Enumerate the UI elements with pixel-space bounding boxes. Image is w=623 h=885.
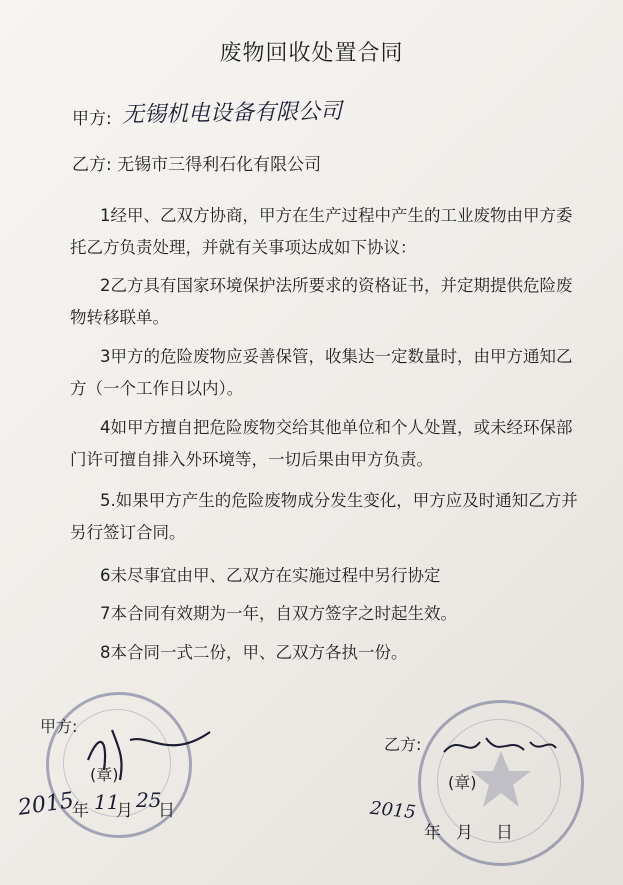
clause-6 [70, 560, 583, 592]
sign-b-month: 月 [456, 823, 473, 843]
clause-8-text: 8本合同一式二份，甲、乙双方各执一份。 [100, 643, 408, 662]
clause-4 [70, 412, 583, 476]
party-b-line [72, 150, 321, 175]
party-b-label: 乙方: [72, 155, 112, 175]
sign-a-hand-month: 11 [94, 790, 120, 814]
clause-5-text: 5.如果甲方产生的危险废物成分发生变化，甲方应及时通知乙方并另行签订合同。 [70, 491, 578, 542]
clause-3 [70, 341, 583, 405]
sign-a-seal-text: (章) [90, 765, 119, 784]
clause-5 [70, 485, 583, 549]
sign-a-hand-year: 2015 [16, 788, 76, 821]
clause-4-text: 4如甲方擅自把危险废物交给其他单位和个人处置，或未经环保部门许可擅自排入外环境等，一切后果由甲方负责。 [70, 418, 573, 469]
clause-3-text: 3甲方的危险废物应妥善保管，收集达一定数量时，由甲方通知乙方（一个工作日以内）。 [70, 347, 573, 398]
party-b-name: 无锡市三得利石化有限公司 [117, 155, 322, 175]
sign-b-label: 乙方: [384, 735, 422, 754]
party-b-signature [440, 728, 560, 768]
clause-6-text: 6未尽事宜由甲、乙双方在实施过程中另行协定 [100, 566, 441, 585]
clause-2-text: 2乙方具有国家环境保护法所要求的资格证书，并定期提供危险废物转移联单。 [70, 276, 573, 327]
sign-a-hand-day: 25 [136, 788, 162, 812]
clause-7-text: 7本合同有效期为一年，自双方签字之时起生效。 [100, 604, 457, 623]
clause-2 [70, 270, 583, 334]
clause-8 [70, 637, 583, 669]
sign-a-day: 日 [158, 801, 175, 821]
sign-b-hand-year: 2015 [369, 797, 417, 824]
sign-b-day: 日 [496, 823, 513, 843]
party-a-handwritten-name: 无锡机电设备有限公司 [121, 99, 343, 128]
clause-1 [70, 200, 583, 264]
sign-a-label: 甲方: [40, 717, 78, 736]
party-a-label: 甲方: [72, 109, 112, 129]
party-a-signature [60, 700, 220, 790]
sign-a-year: 年 [72, 801, 89, 821]
document-title: 废物回收处置合同 [219, 41, 404, 66]
clause-1-text: 1经甲、乙双方协商，甲方在生产过程中产生的工业废物由甲方委托乙方负责处理，并就有关事项达成如下协议： [70, 206, 573, 257]
sign-b-year: 年 [424, 823, 441, 843]
clause-7 [70, 598, 583, 630]
sign-b-seal-text: (章) [448, 773, 477, 792]
sign-a-month: 月 [116, 801, 133, 821]
